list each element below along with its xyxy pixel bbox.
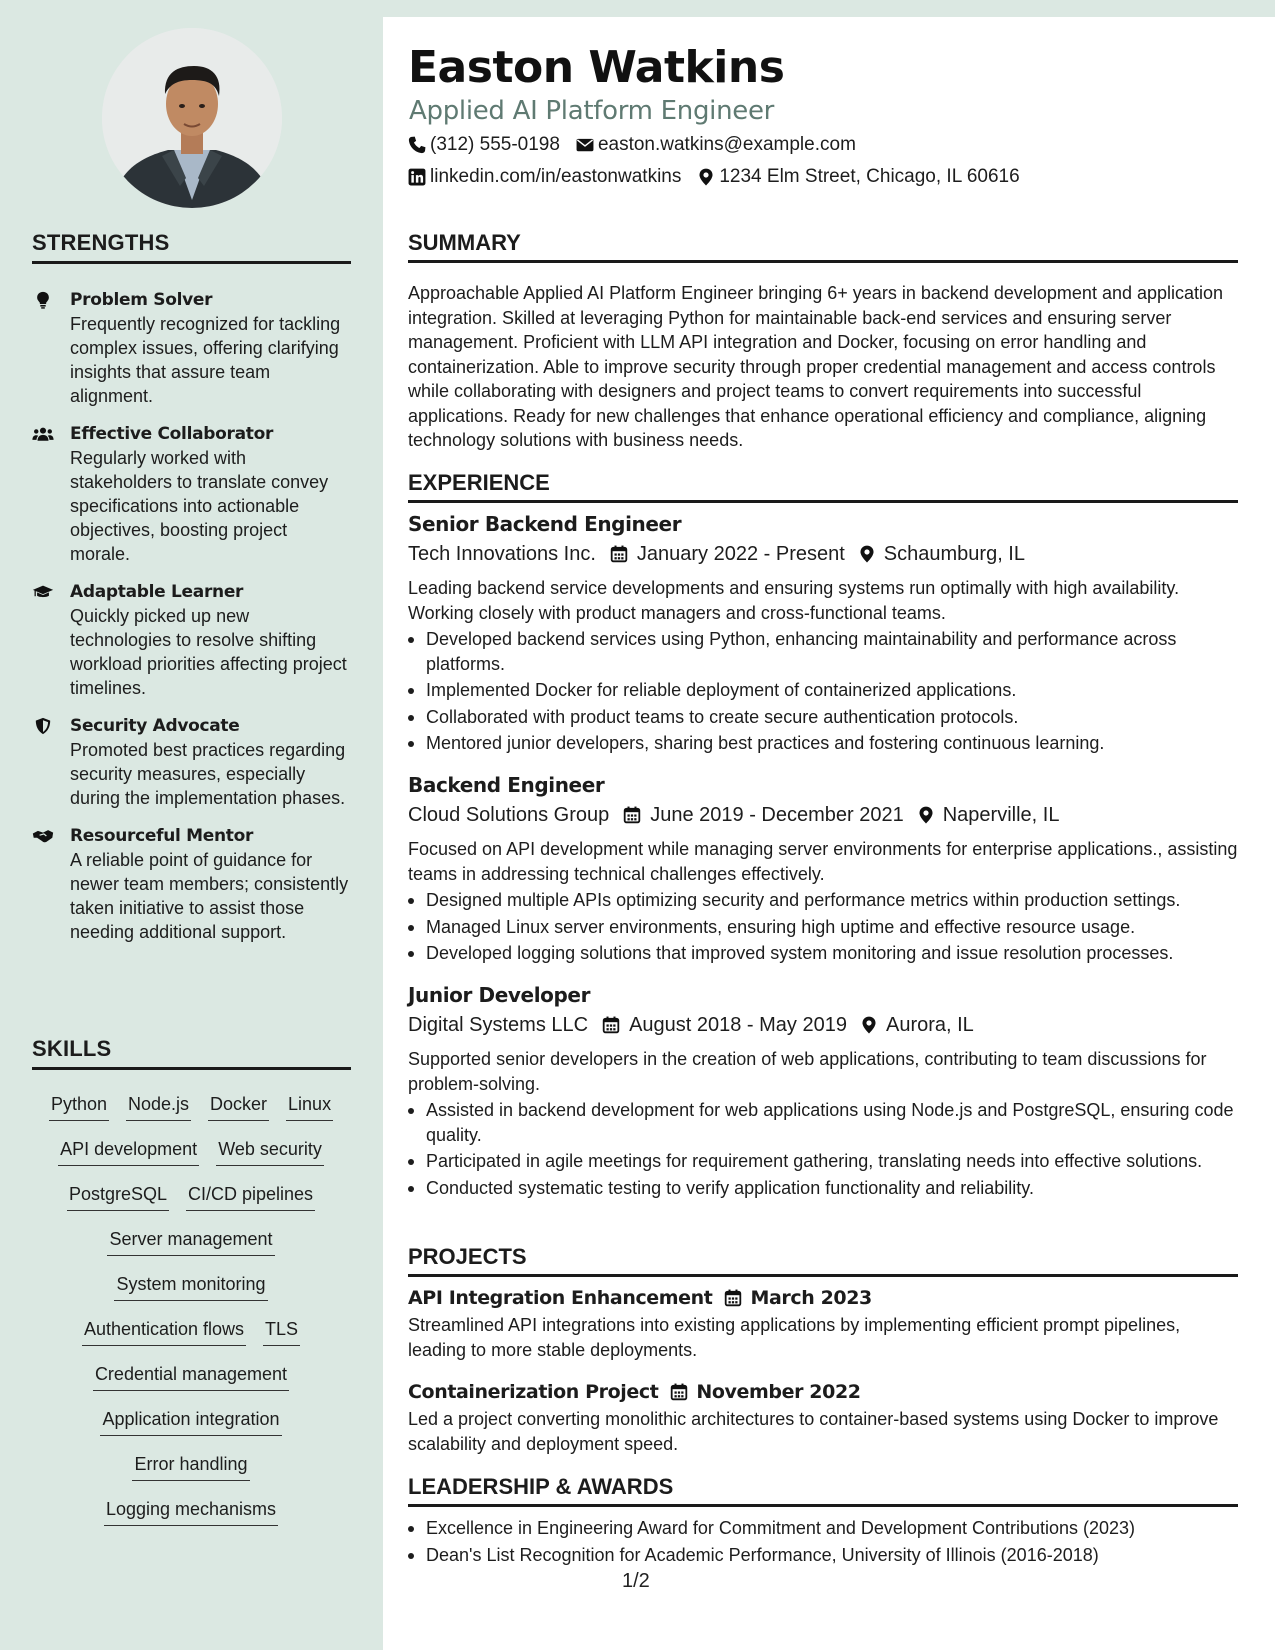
job-bullets (408, 888, 1238, 966)
skills-list (32, 1092, 350, 1542)
skill-tag: PostgreSQL (67, 1182, 169, 1211)
skills-heading: SKILLS (32, 1036, 351, 1070)
contact-row-2 (408, 166, 1020, 188)
project-title: Containerization Project (408, 1381, 659, 1403)
list-item: Dean's List Recognition for Academic Performance, University of Illinois (2016-2018) (408, 1543, 1238, 1568)
list-item: Mentored junior developers, sharing best practices and fostering continuous learning. (408, 731, 1238, 756)
skill-tag: Node.js (126, 1092, 191, 1121)
phone-number[interactable]: (312) 555-0198 (430, 134, 560, 155)
skill-tag: Python (49, 1092, 109, 1121)
skill-row (32, 1272, 350, 1317)
candidate-name: Easton Watkins (408, 42, 785, 93)
location-pin-icon (697, 168, 715, 186)
projects-heading: PROJECTS (408, 1244, 1238, 1277)
strength-title: Resourceful Mentor (70, 826, 254, 846)
skill-tag: Web security (216, 1137, 324, 1166)
list-item: Implemented Docker for reliable deployment of containerized applications. (408, 678, 1238, 703)
list-item: Conducted systematic testing to verify application functionality and reliability. (408, 1176, 1238, 1201)
company-name: Tech Innovations Inc. (408, 543, 596, 565)
strength-desc: Regularly worked with stakeholders to translate convey specifications into actionable objectives, boosting project morale. (70, 448, 329, 564)
strength-item (32, 824, 352, 944)
calendar-icon (724, 1289, 742, 1307)
skill-row (32, 1452, 350, 1497)
skill-tag: Error handling (132, 1452, 249, 1481)
job-title: Backend Engineer (408, 773, 605, 797)
strength-title: Effective Collaborator (70, 424, 274, 444)
skill-tag: System monitoring (114, 1272, 267, 1301)
summary-heading: SUMMARY (408, 230, 1238, 263)
strength-item (32, 714, 352, 810)
skill-tag: Server management (107, 1227, 274, 1256)
strength-title: Security Advocate (70, 716, 240, 736)
job-role: Applied AI Platform Engineer (409, 96, 775, 126)
linkedin-link[interactable]: linkedin.com/in/eastonwatkins (430, 166, 682, 187)
location-pin-icon (858, 545, 876, 563)
project-date: March 2023 (750, 1287, 872, 1309)
project-title: API Integration Enhancement (408, 1287, 713, 1309)
handshake-icon (32, 824, 70, 944)
experience-heading: EXPERIENCE (408, 470, 1238, 503)
skill-row (32, 1092, 350, 1137)
calendar-icon (670, 1383, 688, 1401)
project-entry (408, 1283, 1238, 1362)
job-dates: June 2019 - December 2021 (650, 804, 904, 826)
job-bullets (408, 627, 1238, 756)
skill-row (32, 1182, 350, 1227)
leadership-heading: LEADERSHIP & AWARDS (408, 1474, 1238, 1507)
skill-tag: API development (58, 1137, 199, 1166)
skill-tag: TLS (263, 1317, 300, 1346)
calendar-icon (623, 806, 641, 824)
strength-desc: A reliable point of guidance for newer team members; consistently taken initiative to assist those needing additional support. (70, 850, 349, 942)
project-date: November 2022 (696, 1381, 861, 1403)
list-item: Excellence in Engineering Award for Commitment and Development Contributions (2023) (408, 1516, 1238, 1541)
strength-title: Adaptable Learner (70, 582, 244, 602)
shield-icon (32, 714, 70, 810)
job-location: Aurora, IL (885, 1014, 974, 1036)
skill-tag: CI/CD pipelines (186, 1182, 315, 1211)
graduation-cap-icon (32, 580, 70, 700)
skill-tag: Logging mechanisms (104, 1497, 278, 1526)
job-summary: Focused on API development while managing server environments for enterprise applications., assisting teams in addressing technical challenges effectively. (408, 839, 1238, 884)
strengths-list (32, 288, 352, 958)
envelope-icon (576, 136, 594, 154)
skill-tag: Application integration (100, 1407, 281, 1436)
skill-row (32, 1317, 350, 1362)
linkedin-icon (408, 168, 426, 186)
skill-tag: Linux (286, 1092, 333, 1121)
job-summary: Leading backend service developments and ensuring systems run optimally with high availability. Working closely with product managers and cross-functional teams. (408, 578, 1180, 623)
email-link[interactable]: easton.watkins@example.com (597, 134, 856, 155)
location-pin-icon (917, 806, 935, 824)
job-dates: January 2022 - Present (636, 543, 845, 565)
skill-tag: Docker (208, 1092, 269, 1121)
summary-text: Approachable Applied AI Platform Engineer bringing 6+ years in backend development and application integration. Skilled at leveraging Python for maintainable back-end services and ensuring server management. Proficient with LLM API integration and Docker, focusing on error handling and containerization. Able to improve security through proper credential management and access controls while collaborating with designers and project teams to convert requirements into successful applications. Ready for new challenges that enhance operational efficiency and compliance, aligning technology solutions with business needs. (408, 283, 1224, 450)
list-item: Developed logging solutions that improved system monitoring and issue resolution processes. (408, 941, 1238, 966)
skill-row (32, 1497, 350, 1542)
strength-desc: Quickly picked up new technologies to resolve shifting workload priorities affecting project timelines. (70, 606, 347, 698)
leadership-list (408, 1514, 1238, 1569)
job-title: Senior Backend Engineer (408, 512, 682, 536)
skill-tag: Credential management (93, 1362, 289, 1391)
job-entry (408, 771, 1238, 968)
job-summary: Supported senior developers in the creation of web applications, contributing to team discussions for problem-solving. (408, 1049, 1207, 1094)
job-location: Schaumburg, IL (883, 543, 1025, 565)
calendar-icon (602, 1016, 620, 1034)
list-item: Developed backend services using Python, enhancing maintainability and performance across platforms. (408, 627, 1238, 676)
job-bullets (408, 1098, 1238, 1200)
address: 1234 Elm Street, Chicago, IL 60616 (719, 166, 1020, 187)
list-item: Collaborated with product teams to create secure authentication protocols. (408, 705, 1238, 730)
strength-item (32, 422, 352, 566)
strength-item (32, 288, 352, 408)
strength-desc: Frequently recognized for tackling complex issues, offering clarifying insights that assure team alignment. (70, 314, 341, 406)
calendar-icon (610, 545, 628, 563)
skill-row (32, 1362, 350, 1407)
job-dates: August 2018 - May 2019 (629, 1014, 847, 1036)
company-name: Digital Systems LLC (408, 1014, 589, 1036)
list-item: Managed Linux server environments, ensuring high uptime and effective resource usage. (408, 915, 1238, 940)
users-icon (32, 422, 70, 566)
project-desc: Led a project converting monolithic architectures to container-based systems using Docker to improve scalability and deployment speed. (408, 1409, 1219, 1454)
strength-desc: Promoted best practices regarding security measures, especially during the implementation phases. (70, 740, 346, 808)
contact-row-1 (408, 134, 856, 156)
phone-icon (408, 136, 426, 154)
skill-tag: Authentication flows (82, 1317, 246, 1346)
list-item: Designed multiple APIs optimizing security and performance metrics within production settings. (408, 888, 1238, 913)
lightbulb-icon (32, 288, 70, 408)
page-number: 1/2 (622, 1570, 650, 1592)
project-entry (408, 1377, 1238, 1456)
project-desc: Streamlined API integrations into existing applications by implementing efficient prompt pipelines, leading to more stable deployments. (408, 1315, 1181, 1360)
job-entry (408, 981, 1238, 1202)
skill-row (32, 1227, 350, 1272)
list-item: Assisted in backend development for web applications using Node.js and PostgreSQL, ensuring code quality. (408, 1098, 1238, 1147)
location-pin-icon (860, 1016, 878, 1034)
profile-photo (102, 28, 282, 208)
company-name: Cloud Solutions Group (408, 804, 610, 826)
job-entry (408, 510, 1238, 758)
skill-row (32, 1137, 350, 1182)
skill-row (32, 1407, 350, 1452)
strength-title: Problem Solver (70, 290, 213, 310)
job-title: Junior Developer (408, 983, 591, 1007)
job-location: Naperville, IL (942, 804, 1060, 826)
strengths-heading: STRENGTHS (32, 230, 351, 264)
strength-item (32, 580, 352, 700)
list-item: Participated in agile meetings for requirement gathering, translating needs into effective solutions. (408, 1149, 1238, 1174)
